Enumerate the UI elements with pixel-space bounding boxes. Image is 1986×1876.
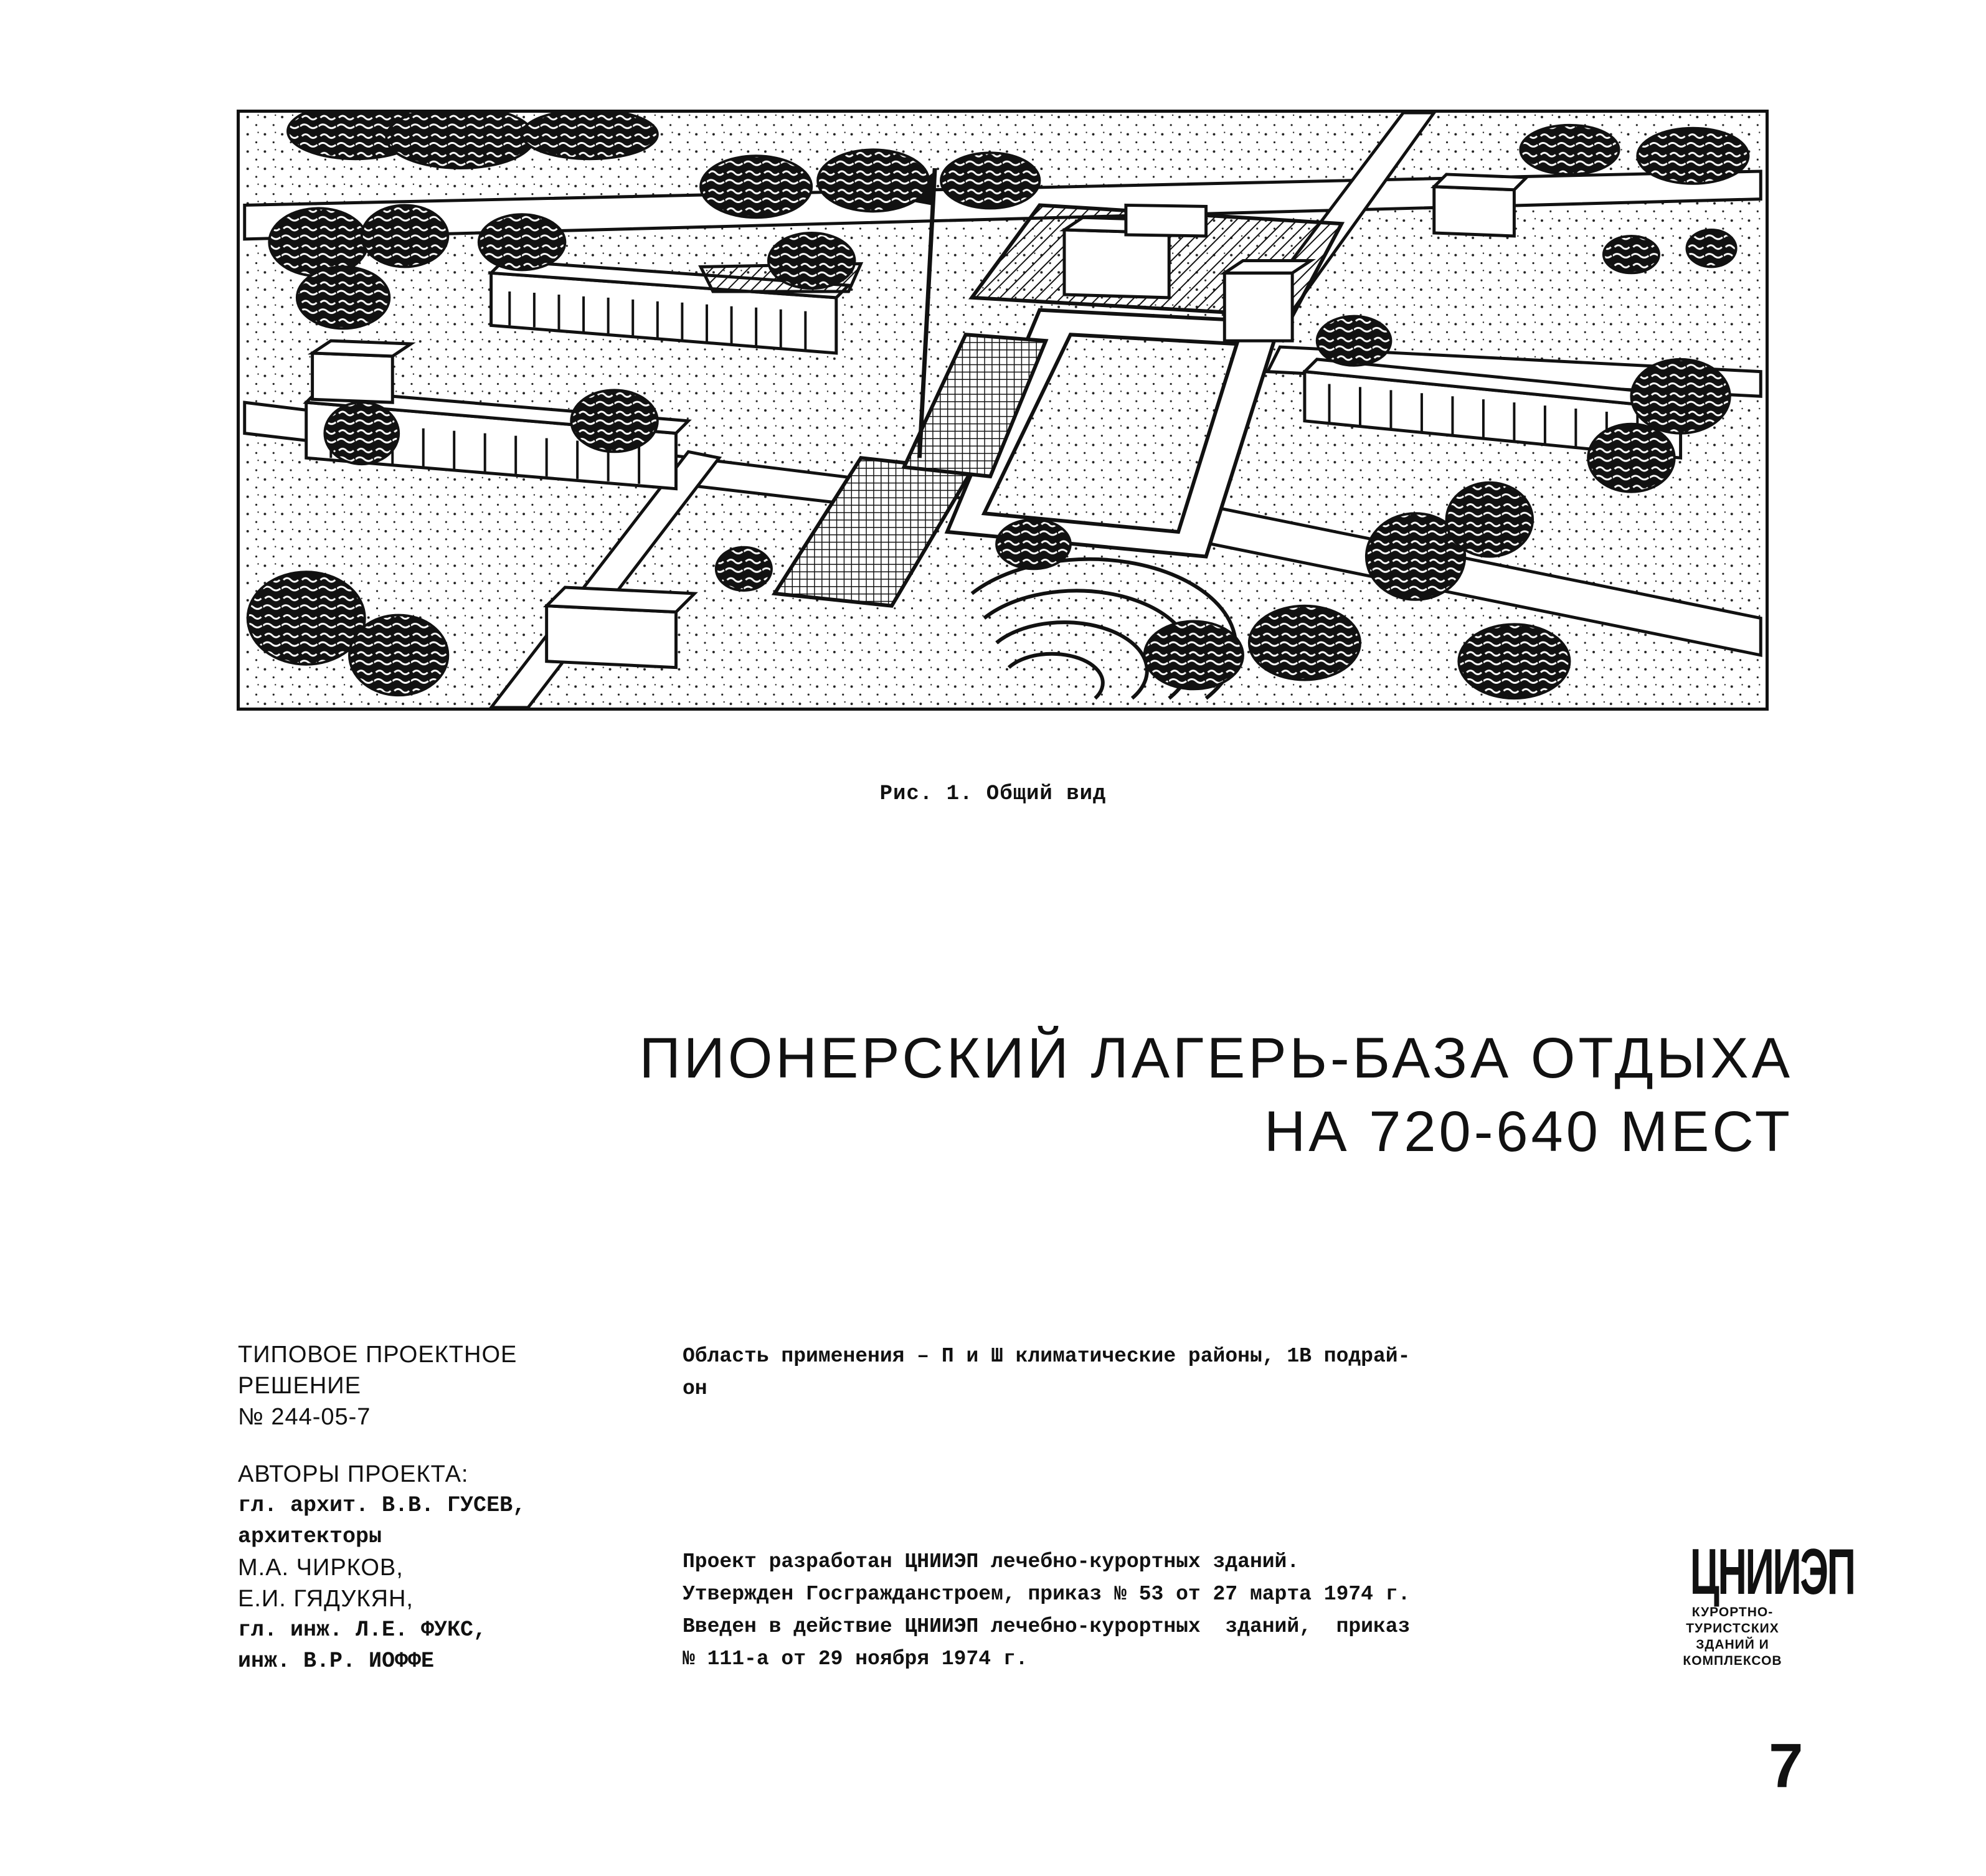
approval-line: № 111-а от 29 ноября 1974 г. [683, 1647, 1028, 1670]
general-view-illustration [237, 110, 1769, 711]
approval-line: Введен в действие ЦНИИЭП лечебно-курортных зданий, приказ [683, 1615, 1411, 1638]
authors-block [238, 1459, 624, 1677]
logo-line: КОМПЛЕКСОВ [1683, 1654, 1782, 1668]
logo-mark: ЦНИИЭП [1690, 1536, 1855, 1608]
project-number: № 244-05-7 [238, 1404, 371, 1430]
author-line: гл. инж. Л.Е. ФУКС, [238, 1618, 487, 1642]
logo-line: КУРОРТНО- [1691, 1605, 1774, 1619]
author-line: гл. архит. В.В. ГУСЕВ, [238, 1493, 526, 1518]
author-line: инж. В.Р. ИОФФЕ [238, 1649, 435, 1674]
project-info-column [238, 1339, 624, 1703]
title-line-2: НА 720-640 МЕСТ [1264, 1100, 1793, 1163]
author-line: Е.И. ГЯДУКЯН, [238, 1586, 414, 1612]
camp-aerial-sketch [240, 113, 1766, 708]
approval-line: Утвержден Госгражданстроем, приказ № 53 от 27 марта 1974 г. [683, 1583, 1411, 1606]
project-label-line-2: РЕШЕНИЕ [238, 1373, 361, 1399]
title-line-1: ПИОНЕРСКИЙ ЛАГЕРЬ-БАЗА ОТДЫХА [639, 1026, 1793, 1090]
logo-line: ТУРИСТСКИХ [1686, 1621, 1779, 1636]
figure-caption: Рис. 1. Общий вид [879, 782, 1107, 806]
project-number-block [238, 1339, 624, 1433]
document-title [547, 1021, 1793, 1168]
approval-line: Проект разработан ЦНИИЭП лечебно-курортных зданий. [683, 1550, 1300, 1573]
authors-heading: АВТОРЫ ПРОЕКТА: [238, 1461, 469, 1487]
approval-text [683, 1546, 1586, 1675]
application-area-line-1: Область применения – П и Ш климатические районы, 1В подрай- [683, 1345, 1411, 1368]
page-number: 7 [1769, 1731, 1804, 1801]
author-line: архитекторы [238, 1524, 382, 1549]
author-line: М.А. ЧИРКОВ, [238, 1555, 404, 1581]
application-area-text [683, 1340, 1586, 1405]
institute-logo [1664, 1536, 1855, 1669]
logo-line: ЗДАНИЙ И [1696, 1637, 1769, 1652]
project-label-line-1: ТИПОВОЕ ПРОЕКТНОЕ [238, 1342, 518, 1368]
application-area-line-2: он [683, 1377, 707, 1400]
